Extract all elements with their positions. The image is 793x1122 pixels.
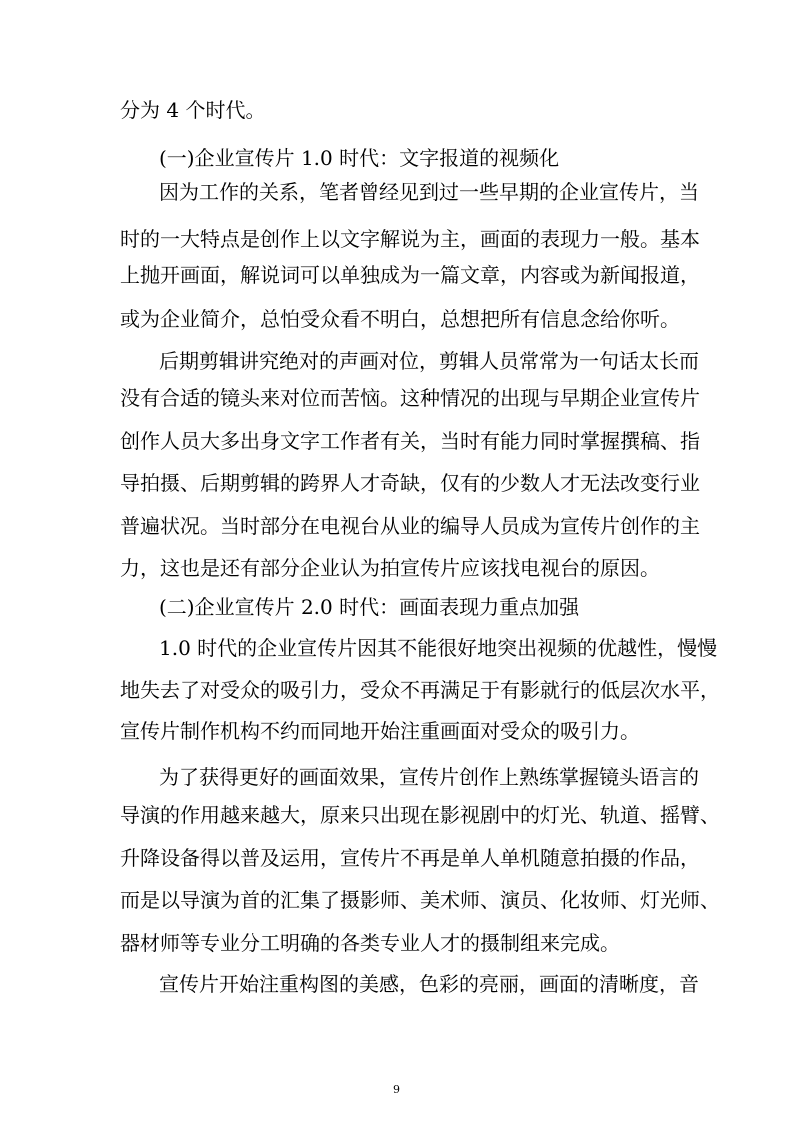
text-line: 1.0 时代的企业宣传片因其不能很好地突出视频的优越性，慢慢	[159, 636, 718, 660]
text-line: 力，这也是还有部分企业认为拍宣传片应该找电视台的原因。	[120, 556, 660, 580]
text-line: 宣传片开始注重构图的美感，色彩的亮丽，画面的清晰度，音	[159, 972, 699, 996]
text-line: 升降设备得以普及运用，宣传片不再是单人单机随意拍摄的作品，	[120, 846, 700, 870]
section-heading: (二)企业宣传片 2.0 时代：画面表现力重点加强	[159, 595, 580, 619]
text-line: 没有合适的镜头来对位而苦恼。这种情况的出现与早期企业宣传片	[120, 386, 700, 410]
section-heading: (一)企业宣传片 1.0 时代：文字报道的视频化	[159, 146, 560, 170]
text-line: 后期剪辑讲究绝对的声画对位，剪辑人员常常为一句话太长而	[159, 349, 699, 373]
text-line: 宣传片制作机构不约而同地开始注重画面对受众的吸引力。	[120, 719, 640, 743]
text-line: 因为工作的关系，笔者曾经见到过一些早期的企业宣传片，当	[159, 180, 699, 204]
text-line: 创作人员大多出身文字工作者有关，当时有能力同时掌握撰稿、指	[120, 429, 700, 453]
text-line: 为了获得更好的画面效果，宣传片创作上熟练掌握镜头语言的	[159, 765, 699, 789]
text-line: 器材师等专业分工明确的各类专业人才的摄制组来完成。	[120, 931, 620, 955]
text-line: 导演的作用越来越大，原来只出现在影视剧中的灯光、轨道、摇臂、	[120, 803, 720, 827]
text-line: 分为 4 个时代。	[120, 98, 266, 122]
text-line: 上抛开画面，解说词可以单独成为一篇文章，内容或为新闻报道，	[120, 263, 700, 287]
text-line: 普遍状况。当时部分在电视台从业的编导人员成为宣传片创作的主	[120, 514, 700, 538]
text-line: 或为企业简介，总怕受众看不明白，总想把所有信息念给你听。	[120, 307, 680, 331]
text-line: 而是以导演为首的汇集了摄影师、美术师、演员、化妆师、灯光师、	[120, 888, 720, 912]
text-line: 地失去了对受众的吸引力，受众不再满足于有影就行的低层次水平，	[120, 678, 720, 702]
page-number: 9	[393, 1083, 400, 1096]
text-line: 时的一大特点是创作上以文字解说为主，画面的表现力一般。基本	[120, 227, 700, 251]
text-line: 导拍摄、后期剪辑的跨界人才奇缺，仅有的少数人才无法改变行业	[120, 471, 700, 495]
